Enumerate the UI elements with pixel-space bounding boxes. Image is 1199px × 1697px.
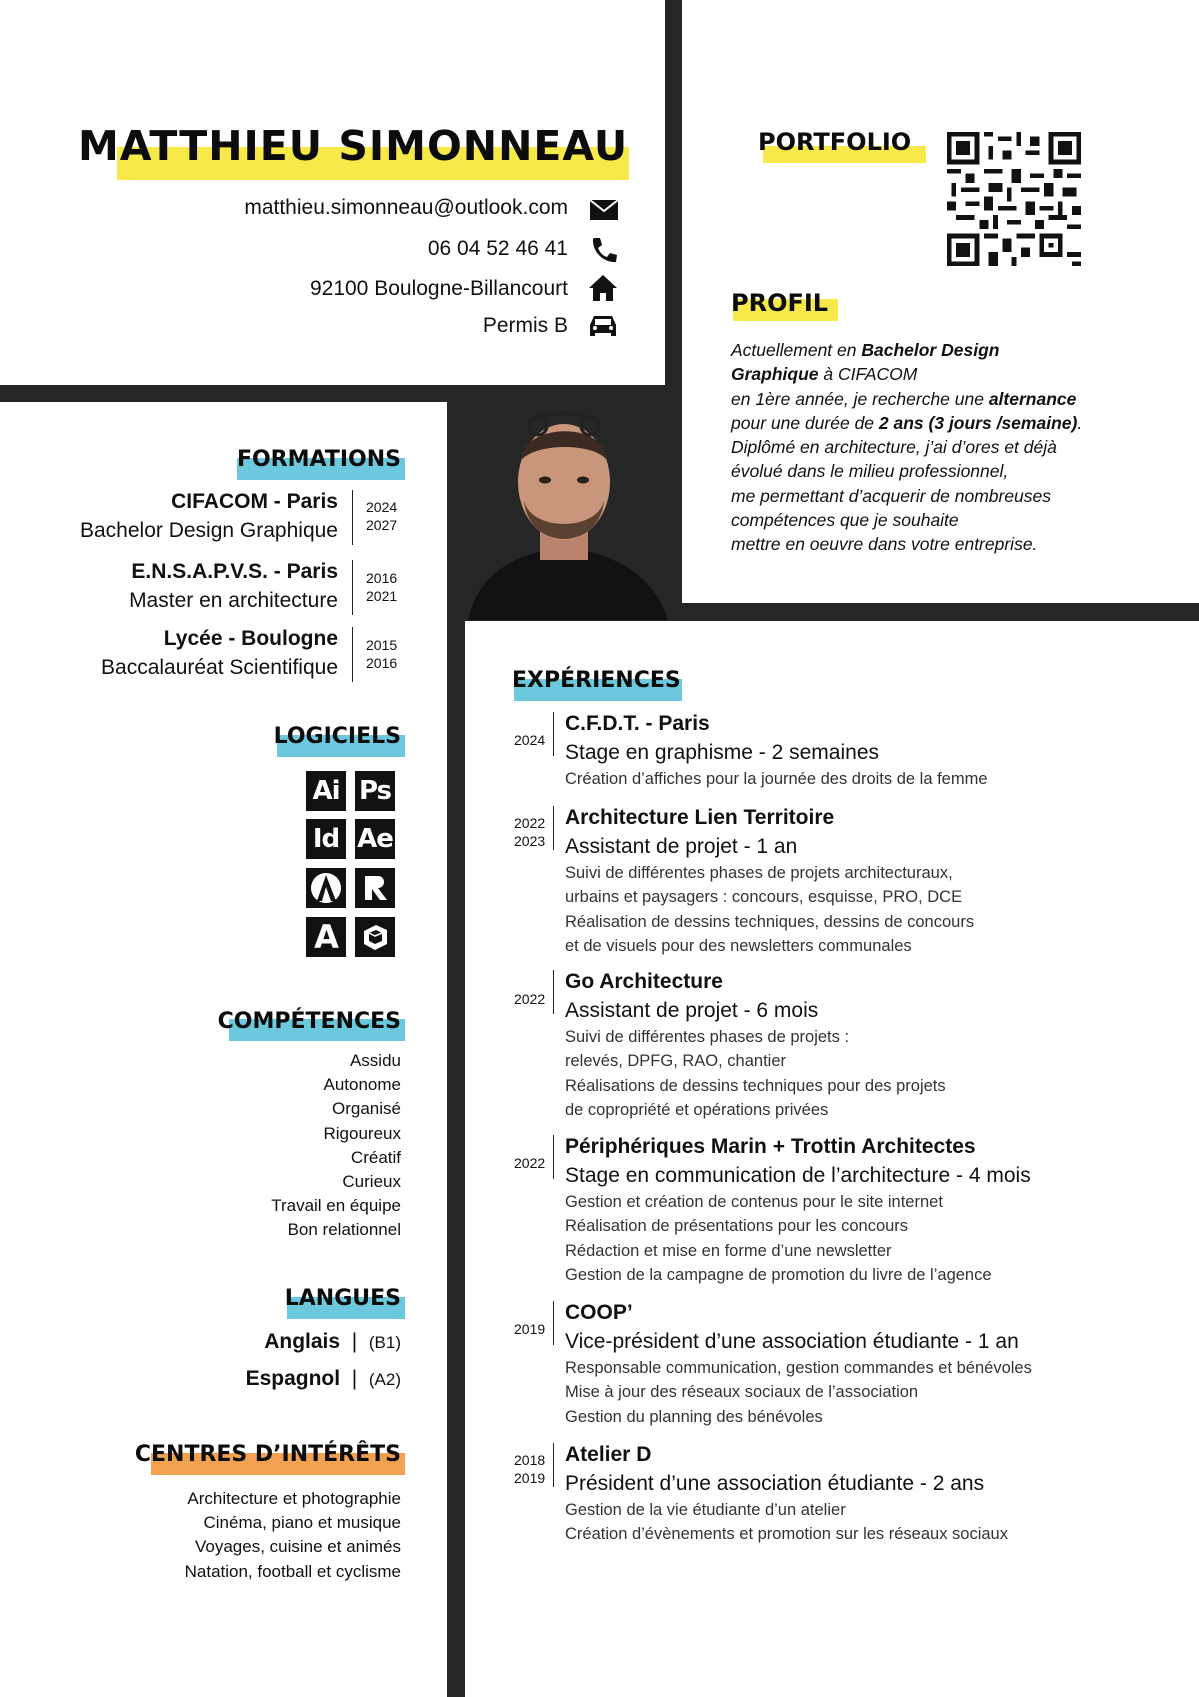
experience-desc: Gestion de la vie étudiante d’un atelier Création d’évènements et promotion sur les réseaux sociaux xyxy=(565,1501,1008,1544)
list-item: Curieux xyxy=(342,1172,401,1192)
formation-degree: Bachelor Design Graphique xyxy=(80,519,338,542)
profil-title: PROFIL xyxy=(731,289,829,317)
experience-title: COOP’ xyxy=(565,1301,633,1324)
profil-text: Actuellement en Bachelor Design Graphique à CIFACOM en 1ère année, je recherche une alternance pour une durée de 2 ans (3 jours /semaine). Diplômé en architecture, j’ai d’ores et déjà évolué dans le milieu professionnel, me permettant d’acquerir de nombreuses compétences que je souhaite mettre en oeuvre dans votre entreprise. xyxy=(731,340,1083,555)
list-item: Autonome xyxy=(323,1075,401,1095)
experience-role: Stage en communication de l’architecture - 4 mois xyxy=(565,1164,1031,1187)
sketchup-icon xyxy=(355,917,395,957)
divider xyxy=(352,627,353,682)
divider xyxy=(553,1301,554,1345)
car-icon xyxy=(588,314,618,338)
divider xyxy=(553,970,554,1014)
divider xyxy=(352,490,353,545)
revit-icon xyxy=(355,868,395,908)
competences-title: COMPÉTENCES xyxy=(217,1009,401,1034)
portrait-photo xyxy=(448,402,680,620)
formation-degree: Baccalauréat Scientifique xyxy=(101,656,338,679)
experience-years: 2022 2023 xyxy=(514,815,546,849)
experience-title: Atelier D xyxy=(565,1443,652,1466)
interets-list xyxy=(185,1487,401,1584)
logiciels-title: LOGICIELS xyxy=(273,724,401,749)
list-item: Travail en équipe xyxy=(271,1196,401,1216)
experience-desc: Suivi de différentes phases de projets architecturaux, urbains et paysagers : concours, esquisse, PRO, DCE Réalisation de dessins techniques, dessins de concours et de visuels pour des newsletters communales xyxy=(565,864,975,955)
experience-role: Vice-président d’une association étudiante - 1 an xyxy=(565,1330,1019,1353)
list-item: Assidu xyxy=(349,1051,401,1070)
language-level: (A2) xyxy=(368,1370,401,1389)
autocad-icon: A xyxy=(306,917,346,957)
formation-school: Lycée - Boulogne xyxy=(163,627,338,650)
interets-title: CENTRES D’INTÉRÊTS xyxy=(134,1442,401,1467)
photoshop-icon: Ps xyxy=(355,771,395,811)
list-item: Organisé xyxy=(332,1099,401,1119)
after-effects-icon: Ae xyxy=(355,819,395,859)
list-item: Créatif xyxy=(350,1147,401,1167)
experience-years: 2022 xyxy=(514,991,546,1007)
experience-title: Architecture Lien Territoire xyxy=(565,806,835,829)
formation-school: E.N.S.A.P.V.S. - Paris xyxy=(131,560,338,583)
experience-role: Président d’une association étudiante - 2 ans xyxy=(565,1472,985,1495)
phone-icon xyxy=(590,236,618,264)
formation-years: 2015 2016 xyxy=(366,637,398,671)
divider xyxy=(553,1443,554,1487)
house-icon xyxy=(588,274,618,302)
experience-years: 2018 2019 xyxy=(514,1452,546,1486)
experience-title: Périphériques Marin + Trottin Architectes xyxy=(565,1135,976,1158)
illustrator-icon: Ai xyxy=(306,771,346,811)
divider xyxy=(553,712,554,756)
experience-years: 2024 xyxy=(514,732,546,748)
formation-degree: Master en architecture xyxy=(129,589,338,612)
formations-title: FORMATIONS xyxy=(236,447,401,472)
experience-role: Assistant de projet - 1 an xyxy=(565,835,798,858)
qr-code-icon[interactable] xyxy=(947,132,1081,266)
language-level: (B1) xyxy=(368,1333,401,1352)
address-text: 92100 Boulogne-Billancourt xyxy=(309,277,568,300)
phone-text[interactable]: 06 04 52 46 41 xyxy=(427,237,568,260)
divider xyxy=(352,560,353,615)
archicad-icon xyxy=(306,868,346,908)
experience-title: C.F.D.T. - Paris xyxy=(565,712,710,735)
list-item: Cinéma, piano et musique xyxy=(203,1513,401,1533)
language-name: Espagnol xyxy=(245,1367,341,1390)
divider xyxy=(553,806,554,850)
experience-desc: Gestion et création de contenus pour le site internet Réalisation de présentations pour les concours Rédaction et mise en forme d’une newsletter Gestion de la campagne de promotion du livre de l’agence xyxy=(565,1193,992,1284)
list-item: Architecture et photographie xyxy=(187,1489,401,1508)
experience-desc: Suivi de différentes phases de projets : relevés, DPFG, RAO, chantier Réalisations de dessins techniques pour des projets de copropriété et opérations privées xyxy=(565,1028,946,1119)
language-name: Anglais xyxy=(264,1330,341,1353)
competences-list xyxy=(271,1049,401,1243)
license-text: Permis B xyxy=(482,314,568,337)
email-text[interactable]: matthieu.simonneau@outlook.com xyxy=(244,196,568,219)
formation-years: 2016 2021 xyxy=(366,570,398,604)
list-item: Bon relationnel xyxy=(287,1220,401,1240)
experiences-title: EXPÉRIENCES xyxy=(512,668,681,693)
list-item: Natation, football et cyclisme xyxy=(184,1561,401,1581)
formation-years: 2024 2027 xyxy=(366,499,398,533)
langues-title: LANGUES xyxy=(284,1286,401,1311)
language-row: Espagnol | (A2) xyxy=(245,1367,401,1390)
language-row: Anglais | (B1) xyxy=(264,1330,401,1353)
experience-title: Go Architecture xyxy=(565,970,723,993)
portfolio-title: PORTFOLIO xyxy=(758,128,912,156)
list-item: Voyages, cuisine et animés xyxy=(194,1537,401,1557)
experience-role: Stage en graphisme - 2 semaines xyxy=(565,741,880,764)
experience-desc: Création d’affiches pour la journée des droits de la femme xyxy=(565,770,988,788)
list-item: Rigoureux xyxy=(323,1123,401,1143)
experience-role: Assistant de projet - 6 mois xyxy=(565,999,819,1022)
divider xyxy=(553,1135,554,1179)
candidate-name: MATTHIEU SIMONNEAU xyxy=(78,122,629,170)
formation-school: CIFACOM - Paris xyxy=(171,490,338,513)
envelope-icon xyxy=(589,199,619,221)
experience-years: 2022 xyxy=(514,1155,546,1171)
experience-years: 2019 xyxy=(514,1321,546,1337)
indesign-icon: Id xyxy=(306,819,346,859)
experience-desc: Responsable communication, gestion commandes et bénévoles Mise à jour des réseaux sociaux de l’association Gestion du planning des bénévoles xyxy=(565,1359,1032,1426)
